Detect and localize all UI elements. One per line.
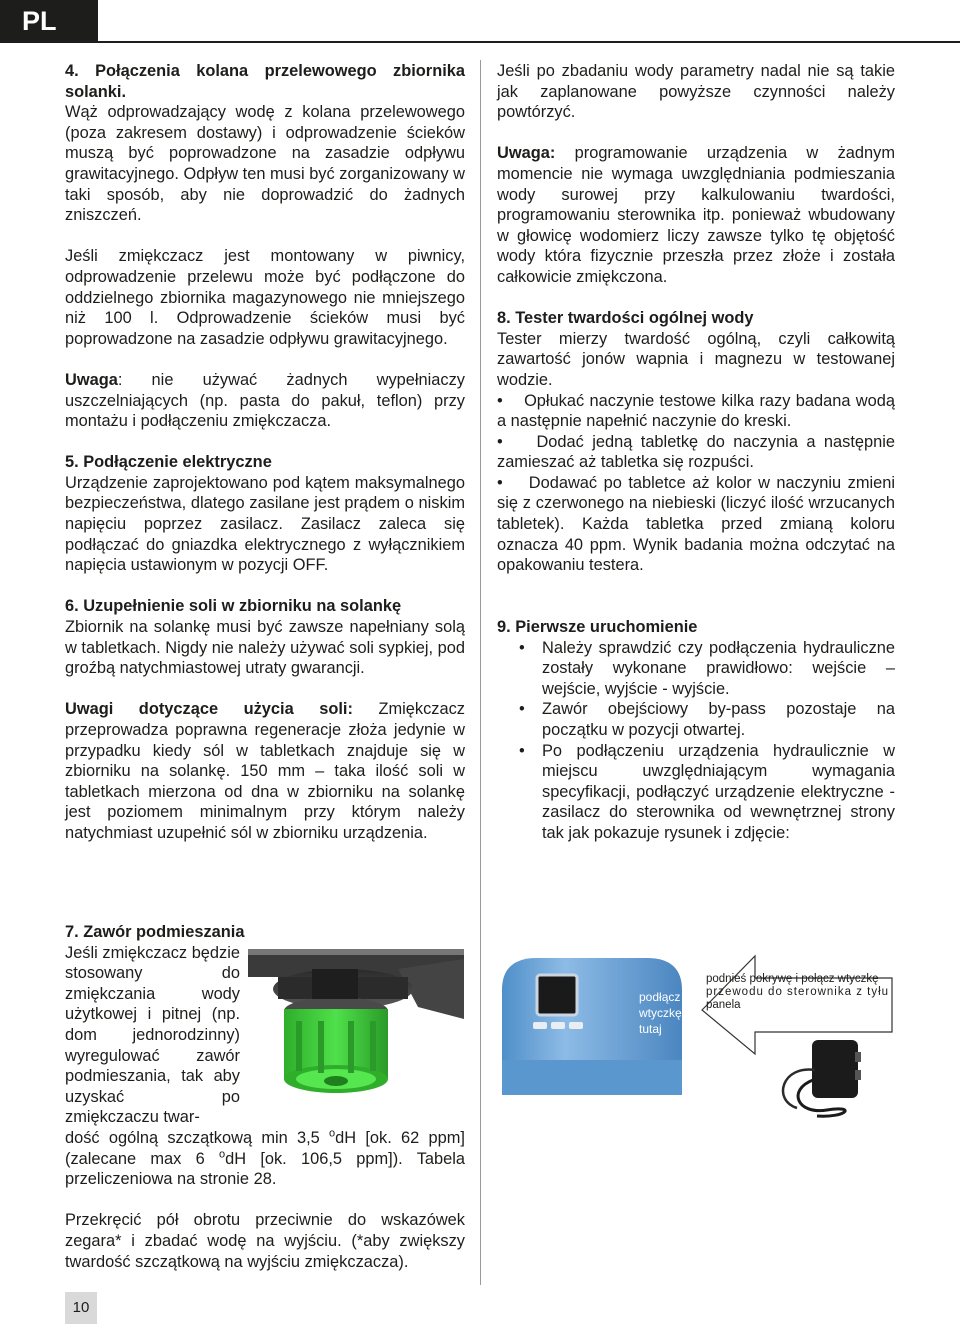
section-6-title: 6. Uzupełnienie soli w zbiorniku na solankę bbox=[65, 597, 402, 616]
salt-note-label: Uwagi dotyczące użycia soli: bbox=[65, 700, 353, 719]
bypass-valve-photo bbox=[248, 949, 464, 1117]
section-4-note bbox=[65, 370, 465, 432]
section-7-title: 7. Zawór podmieszania bbox=[65, 923, 245, 941]
left-column bbox=[65, 61, 465, 844]
right-paragraph-1: Jeśli po zbadaniu wody parametry nadal nie są takie jak zaplanowane powyższe czynności należy powtórzyć. bbox=[497, 62, 895, 122]
section-4-title: 4. Połączenia kolana przelewowego zbiornika solanki. bbox=[65, 62, 465, 101]
list-item: • Zawór obejściowy by-pass pozostaje na początku w pozycji otwartej. bbox=[519, 700, 895, 739]
section-4-paragraph-1: Wąż odprowadzający wodę z kolana przelewowego (poza zakresem dostawy) i odprowadzenie ścieków muszą być poprowadzone na zasadzie odpływu grawitacyjnego. Odpływ ten musi być zorganizowany w taki sposób, aby nie doprowadzić do żadnych zniszczeń. bbox=[65, 103, 465, 225]
salt-note-text: Zmiękczacz przeprowadza poprawna regeneracje złoża jedynie w przypadku kiedy sól w tabletkach znajduje się w zbiorniku na solankę. 150 mm – taka ilość soli w tabletkach mierzona od dna w zbiorniku na solankę jest poziomem minimalnym przy którym należy natychmiast uzupełnić sól w zbiorniku urządzenia. bbox=[65, 700, 465, 842]
section-9-title: 9. Pierwsze uruchomienie bbox=[497, 618, 698, 637]
section-6-paragraph: Zbiornik na solankę musi być zawsze napełniany solą w tabletkach. Nigdy nie należy używać soli sypkiej, pod groźbą natychmiastowej utraty gwarancji. bbox=[65, 618, 465, 678]
right-note-text: programowanie urządzenia w żadnym momencie nie wymaga uwzględniania podmieszania wody surowej przy kalkulowaniu twardości, programowaniu sterownika itp. ponieważ wbudowany w głowicę wodomierz liczy zawsze tylko tę objętość wody która fizycznie przeszła przez złoże i została całkowicie zmiękczona. bbox=[497, 144, 895, 286]
section-8-list bbox=[497, 391, 895, 576]
right-note-label: Uwaga: bbox=[497, 144, 556, 163]
header-rule bbox=[98, 41, 960, 43]
list-item: • Dodać jedną tabletkę do naczynia a następnie zamieszać aż tabletka się rozpuści. bbox=[497, 432, 895, 472]
list-item: • Po podłączeniu urządzenia hydraulicznie w miejscu uwzględniającym wymagania specyfikacji, podłączyć urządzenie elektryczne - zasilacz do sterownika od wewnętrznej strony tak jak pokazuje rysunek i zdjęcie: bbox=[519, 741, 895, 842]
column-divider bbox=[480, 60, 481, 1285]
right-note bbox=[497, 143, 895, 287]
note-text: : nie używać żadnych wypełniaczy uszczelniających (np. pasta do pakuł, teflon) przy montażu i podłączeniu zmiękczacza. bbox=[65, 370, 465, 431]
list-item: • Należy sprawdzić czy podłączenia hydrauliczne zostały wykonane prawidłowo: wejście – wejście, wyjście - wyjście. bbox=[519, 638, 895, 698]
note-label: Uwaga bbox=[65, 370, 118, 389]
section-8-paragraph: Tester mierzy twardość ogólną, czyli całkowitą zawartość jonów wapnia i magnezu w testowanej wodzie. bbox=[497, 329, 895, 389]
section-4-paragraph-2: Jeśli zmiękczacz jest montowany w piwnicy, odprowadzenie przelewu może być podłączone do oddzielnego zbiornika magazynowego nie mniejszego niż 100 l. Odprowadzenie ścieków musi być poprowadzone na zasadzie odpływu grawitacyjnego. bbox=[65, 247, 465, 348]
section-9-list bbox=[497, 638, 895, 844]
softener-figure bbox=[497, 940, 897, 1120]
softener-unit-illustration bbox=[497, 940, 897, 1120]
list-item: • Opłukać naczynie testowe kilka razy badana wodą a następnie napełnić naczynie do kreski. bbox=[497, 391, 895, 431]
language-tab: PL bbox=[0, 0, 98, 43]
section-8-title: 8. Tester twardości ogólnej wody bbox=[497, 309, 754, 328]
page-number: 10 bbox=[65, 1292, 97, 1324]
section-7-paragraph-wrapped: Jeśli zmiękczacz będzie stosowany do zmiękczania wody użytkowej i pitnej (np. dom jednorodzinny) wyregulować zawór podmieszania, tak aby uzyskać po zmiękczaczu twar- bbox=[65, 943, 240, 1127]
section-6-note bbox=[65, 699, 465, 843]
list-item: • Dodawać po tabletce aż kolor w naczyniu zmieni się z czerwonego na niebieski (liczyć ilość wrzucanych tabletek). Każda tabletka przed zmianą koloru oznacza 40 ppm. Wynik badania można odczytać na opakowaniu testera. bbox=[497, 473, 895, 575]
right-column bbox=[497, 61, 895, 844]
section-5-paragraph: Urządzenie zaprojektowano pod kątem maksymalnego bezpieczeństwa, dlatego zasilane jest prądem o niskim napięciu poprzez zasilacz. Zasilacz zaleca się podłączać do gniazdka elektrycznego z wyłącznikiem napięcia ustawionym w pozycji OFF. bbox=[65, 473, 465, 575]
valve-illustration bbox=[248, 949, 464, 1117]
plug-here-label: podłącz wtyczkę tutaj bbox=[639, 990, 682, 1036]
section-7-paragraph-2: Przekręcić pół obrotu przeciwnie do wskazówek zegara* i zbadać wodę na wyjściu. (*aby zwiększy twardość szczątkową na wyjściu zmiękczacza). bbox=[65, 1211, 465, 1271]
section-7-paragraph-cont: dość ogólną szczątkową min 3,5 $^o$dH [ok. 62 ppm] (zalecane max 6 $^o$dH [ok. 106,5 ppm]). Tabela przeliczeniowa na stronie 28. bbox=[65, 1127, 466, 1189]
callout-instruction: podnieś pokrywę i połącz wtyczkę przewodu do sterownika z tyłu panela bbox=[706, 973, 890, 1011]
section-5-title: 5. Podłączenie elektryczne bbox=[65, 453, 272, 472]
